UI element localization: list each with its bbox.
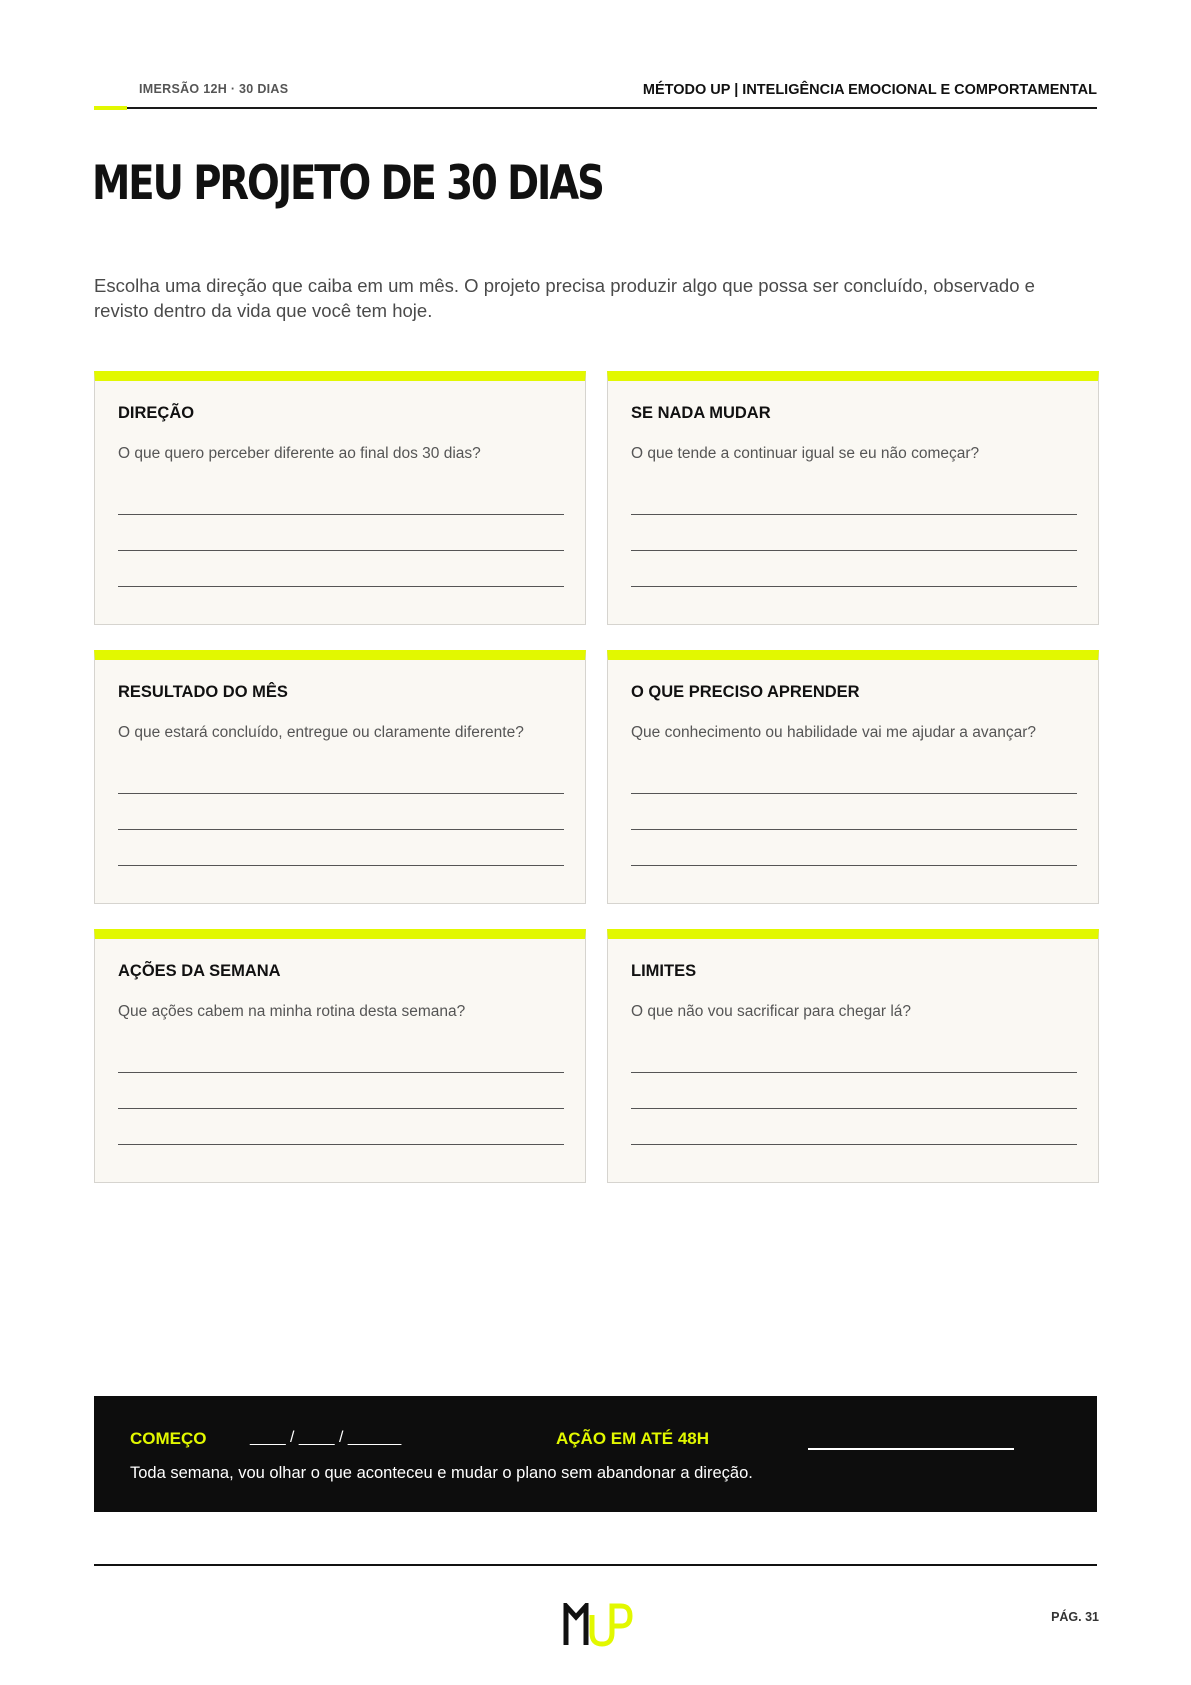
answer-line[interactable] (631, 514, 1077, 515)
answer-line[interactable] (118, 793, 564, 794)
card-title: DIREÇÃO (118, 404, 195, 422)
answer-line[interactable] (631, 1144, 1077, 1145)
card-title: O QUE PRECISO APRENDER (631, 683, 860, 701)
card-question: O que não vou sacrificar para chegar lá? (631, 1003, 912, 1020)
card-direcao (94, 371, 586, 625)
card-question: O que tende a continuar igual se eu não começar? (631, 445, 980, 462)
answer-line[interactable] (631, 865, 1077, 866)
answer-line[interactable] (118, 1108, 564, 1109)
answer-line[interactable] (631, 586, 1077, 587)
card-o-que-preciso-aprender (607, 650, 1099, 904)
card-question: Que conhecimento ou habilidade vai me ajudar a avançar? (631, 724, 1036, 741)
action-48h-field[interactable] (808, 1448, 1014, 1450)
answer-line[interactable] (118, 550, 564, 551)
answer-line[interactable] (118, 829, 564, 830)
answer-line[interactable] (631, 1072, 1077, 1073)
answer-line[interactable] (631, 793, 1077, 794)
start-label: COMEÇO (130, 1429, 207, 1448)
answer-line[interactable] (118, 586, 564, 587)
card-title: RESULTADO DO MÊS (118, 683, 288, 701)
card-question: O que quero perceber diferente ao final dos 30 dias? (118, 445, 481, 462)
header-accent-bar (94, 106, 127, 110)
commitment-bar (94, 1396, 1097, 1512)
action-48h-label: AÇÃO EM ATÉ 48H (556, 1429, 710, 1448)
card-title: LIMITES (631, 962, 697, 980)
commitment-note: Toda semana, vou olhar o que aconteceu e mudar o plano sem abandonar a direção. (130, 1464, 753, 1482)
page-number: PÁG. 31 (1051, 1610, 1099, 1624)
mup-logo-icon (563, 1603, 633, 1647)
card-se-nada-mudar (607, 371, 1099, 625)
answer-line[interactable] (631, 829, 1077, 830)
card-limites (607, 929, 1099, 1183)
answer-line[interactable] (118, 1144, 564, 1145)
footer-divider (94, 1564, 1097, 1566)
intro-text: Escolha uma direção que caiba em um mês. O projeto precisa produzir algo que possa ser concluído, observado e revisto dentro da vida que você tem hoje. (94, 275, 1035, 321)
card-question: Que ações cabem na minha rotina desta semana? (118, 1003, 466, 1020)
answer-line[interactable] (631, 1108, 1077, 1109)
start-date-field[interactable]: ____ / ____ / ______ (250, 1429, 402, 1446)
answer-line[interactable] (631, 550, 1077, 551)
header-left-label: IMERSÃO 12H · 30 DIAS (139, 82, 289, 96)
header-right-label: MÉTODO UP | INTELIGÊNCIA EMOCIONAL E COMPORTAMENTAL (642, 82, 1097, 98)
card-question: O que estará concluído, entregue ou claramente diferente? (118, 724, 524, 741)
page-title: MEU PROJETO DE 30 DIAS (92, 156, 603, 211)
answer-line[interactable] (118, 1072, 564, 1073)
card-title: SE NADA MUDAR (631, 404, 771, 422)
card-resultado-do-mes (94, 650, 586, 904)
answer-line[interactable] (118, 865, 564, 866)
card-acoes-da-semana (94, 929, 586, 1183)
answer-line[interactable] (118, 514, 564, 515)
header-divider (94, 107, 1097, 109)
card-title: AÇÕES DA SEMANA (118, 962, 281, 980)
